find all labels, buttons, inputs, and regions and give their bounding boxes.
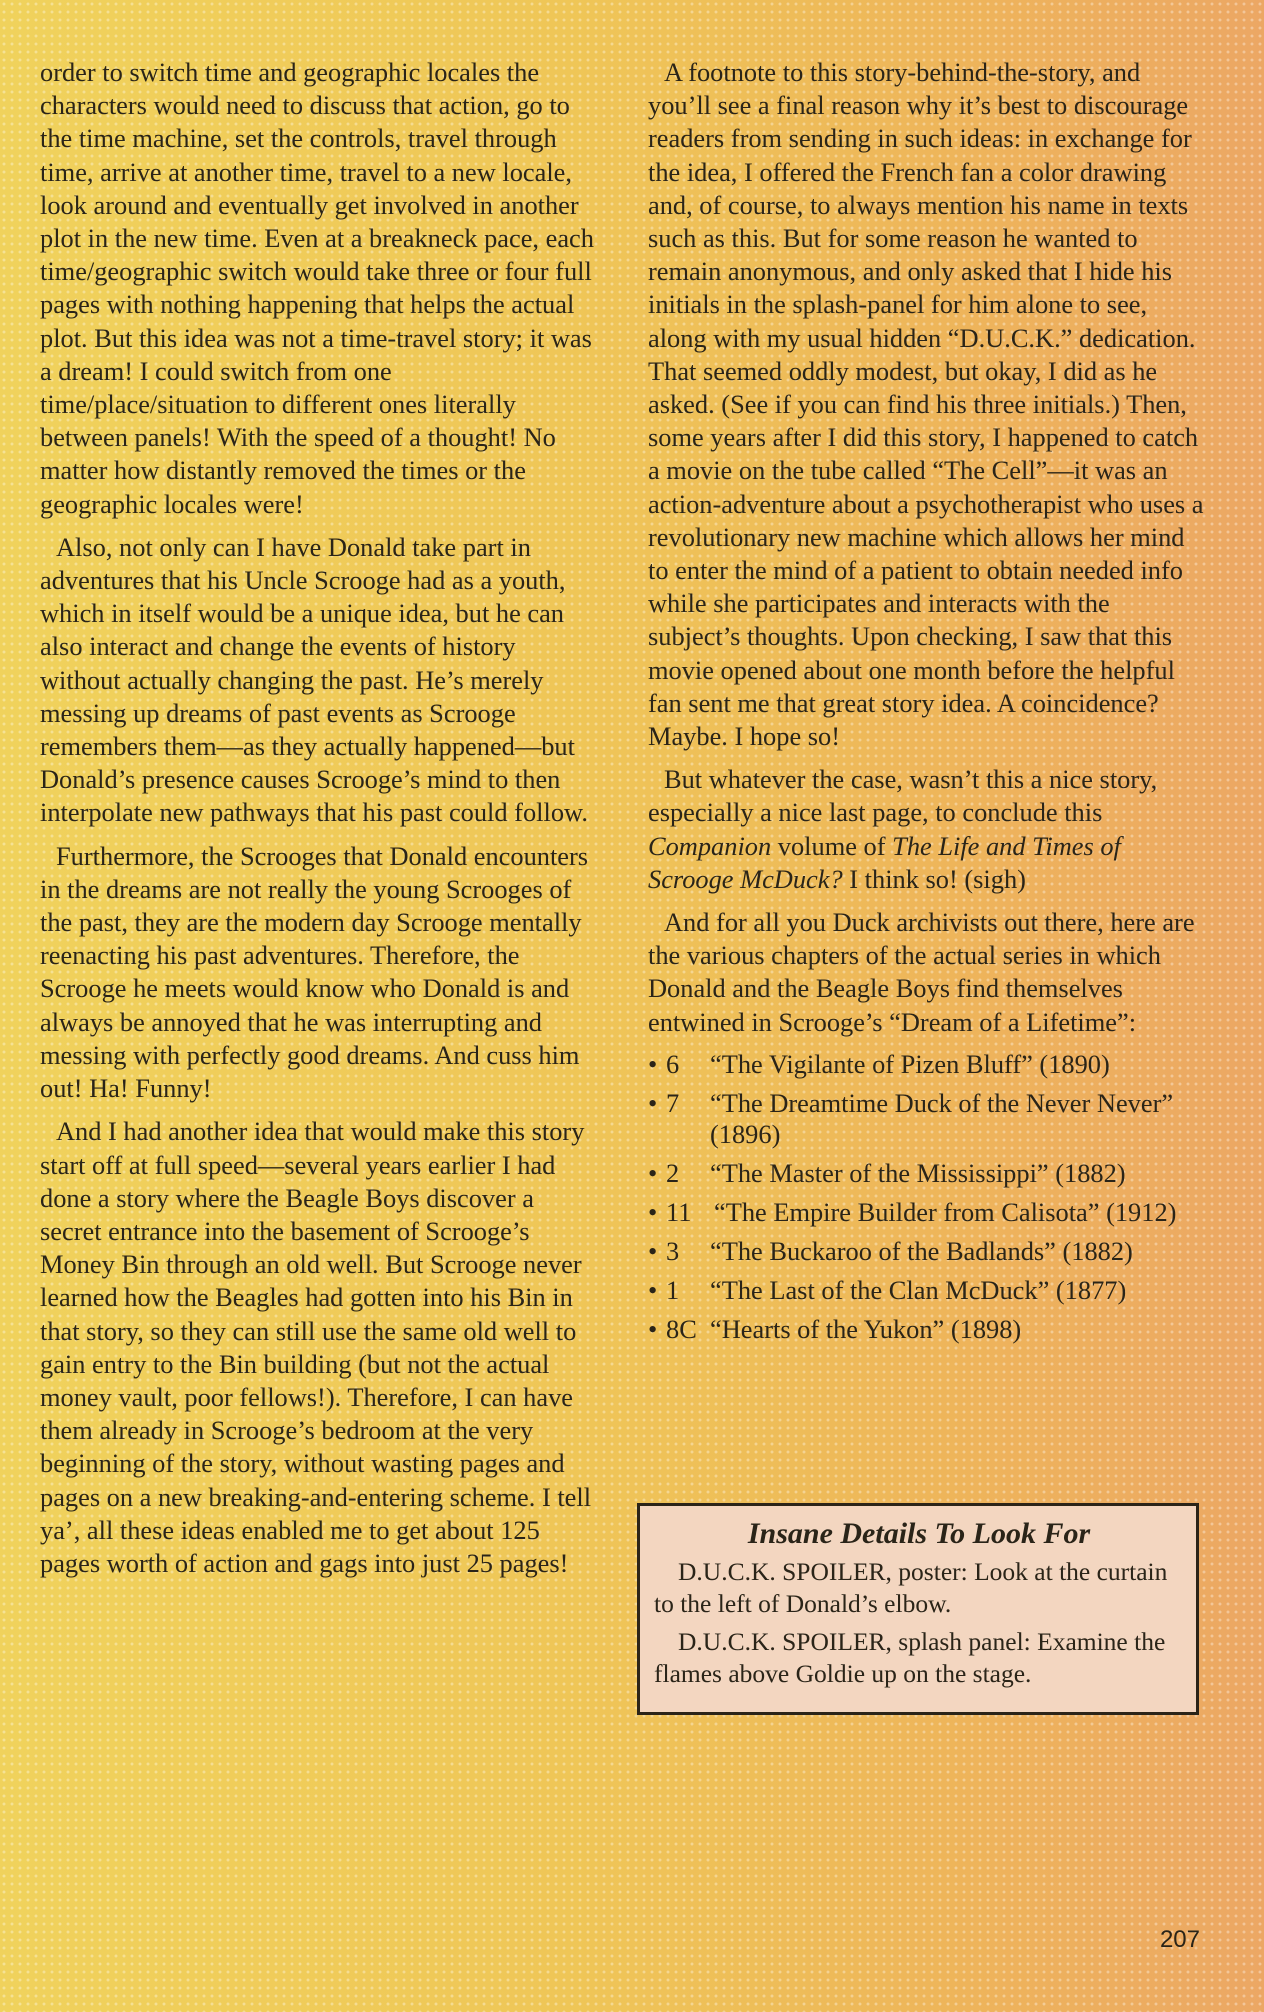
chapter-item <box>648 1314 1208 1345</box>
details-item-poster: D.U.C.K. SPOILER, poster: Look at the curtain to the left of Donald’s elbow. <box>654 1557 1168 1618</box>
bullet: • <box>648 1087 658 1118</box>
bullet: • <box>648 1196 658 1227</box>
closing-text-before: But whatever the case, wasn’t this a nice story, especially a nice last page, to conclude this <box>648 764 1158 828</box>
left-paragraph-3: Furthermore, the Scrooges that Donald encounters in the dreams are not really the young Scrooges of the past, they are the modern day Scrooge mentally reenacting his past adventures. Therefore, the Scrooge he meets would know who Donald is and always be annoyed that he was interrupting and messing with perfectly good dreams. And cuss him out! Ha! Funny! <box>40 840 589 1104</box>
right-column <box>648 56 1208 1353</box>
details-item-splash-panel: D.U.C.K. SPOILER, splash panel: Examine the flames above Goldie up on the stage. <box>654 1627 1166 1688</box>
bullet: • <box>648 1313 658 1344</box>
chapter-number: 2 <box>666 1157 680 1188</box>
chapter-number: 1 <box>666 1274 680 1305</box>
left-column <box>40 56 595 1590</box>
left-paragraph-1: order to switch time and geographic locales the characters would need to discuss that action, go to the time machine, set the controls, travel through time, arrive at another time, travel to a new locale, look around and eventually get involved in another plot in the new time. Even at a breakneck pace, each time/geographic switch would take three or four full pages with nothing happening that helps the actual plot. But this idea was not a time-travel story; it was a dream! I could switch from one time/place/situation to different ones literally between panels! With the speed of a thought! No matter how distantly removed the times or the geographic locales were! <box>40 57 594 519</box>
closing-text-middle: volume of <box>777 830 886 861</box>
details-box-title: Insane Details To Look For <box>747 1517 1091 1550</box>
companion-title: Companion <box>648 830 772 861</box>
bullet: • <box>648 1235 658 1266</box>
chapter-title: “The Buckaroo of the Badlands” (1882) <box>710 1235 1133 1266</box>
bullet: • <box>648 1157 658 1188</box>
left-paragraph-2: Also, not only can I have Donald take part in adventures that his Uncle Scrooge had as a youth, which in itself would be a unique idea, but he can also interact and change the events of history without actually changing the past. He’s merely messing up dreams of past events as Scrooge remembers them—as they actually happened—but Donald’s presence causes Scrooge’s mind to then interpolate new pathways that his past could follow. <box>40 531 588 828</box>
chapter-item <box>648 1197 1208 1228</box>
chapter-item <box>648 1088 1208 1150</box>
chapter-number: 7 <box>666 1087 680 1118</box>
page-number: 207 <box>1159 1926 1200 1953</box>
book-title: The Life and Times of Scrooge McDuck? <box>648 830 1121 894</box>
chapter-item <box>648 1049 1208 1080</box>
chapter-title: “The Last of the Clan McDuck” (1877) <box>710 1274 1127 1305</box>
chapter-number: 3 <box>666 1235 680 1266</box>
chapter-number: 8C <box>666 1313 697 1344</box>
closing-text-after: I think so! (sigh) <box>849 863 1026 894</box>
chapter-list <box>648 1049 1208 1345</box>
right-paragraph-footnote: A footnote to this story-behind-the-story, and you’ll see a final reason why it’s best to discourage readers from sending in such ideas: in exchange for the idea, I offered the French fan a color drawing and, of course, to always mention his name in texts such as this. But for some reason he wanted to remain anonymous, and only asked that I hide his initials in the splash-panel for him alone to see, along with my usual hidden “D.U.C.K.” dedication. That seemed oddly modest, but okay, I did as he asked. (See if you can find his three initials.) Then, some years after I did this story, I happened to catch a movie on the tube called “The Cell”—it was an action-adventure about a psychotherapist who uses a revolutionary new machine which allows her mind to enter the mind of a patient to obtain needed info while she participates and interacts with the subject’s thoughts. Upon checking, I saw that this movie opened about one month before the helpful fan sent me that great story idea. A coincidence? Maybe. I hope so! <box>648 57 1204 752</box>
chapter-number: 11 <box>666 1196 692 1227</box>
insane-details-box <box>637 1503 1199 1715</box>
chapter-item <box>648 1275 1208 1306</box>
chapter-title: “The Dreamtime Duck of the Never Never” (1896) <box>710 1087 1174 1149</box>
right-paragraph-archivists: And for all you Duck archivists out there, here are the various chapters of the actual series in which Donald and the Beagle Boys find themselves entwined in Scrooge’s “Dream of a Lifetime”: <box>648 907 1195 1037</box>
chapter-title: “The Empire Builder from Calisota” (1912) <box>714 1196 1177 1227</box>
chapter-item <box>648 1236 1208 1267</box>
bullet: • <box>648 1274 658 1305</box>
chapter-title: “Hearts of the Yukon” (1898) <box>710 1313 1022 1344</box>
right-paragraph-closing <box>648 763 1208 896</box>
left-paragraph-4: And I had another idea that would make this story start off at full speed—several years earlier I had done a story where the Beagle Boys discover a secret entrance into the basement of Scrooge’s Money Bin through an old well. But Scrooge never learned how the Beagles had gotten into his Bin in that story, so they can still use the same old well to gain entry to the Bin building (but not the actual money vault, poor fellows!). Therefore, I can have them already in Scrooge’s bedroom at the very beginning of the story, without wasting pages and pages on a new breaking-and-entering scheme. I tell ya’, all these ideas enabled me to get about 125 pages worth of action and gags into just 25 pages! <box>40 1116 592 1578</box>
chapter-title: “The Vigilante of Pizen Bluff” (1890) <box>710 1048 1110 1079</box>
chapter-title: “The Master of the Mississippi” (1882) <box>710 1157 1126 1188</box>
chapter-item <box>648 1158 1208 1189</box>
chapter-number: 6 <box>666 1048 680 1079</box>
bullet: • <box>648 1048 658 1079</box>
